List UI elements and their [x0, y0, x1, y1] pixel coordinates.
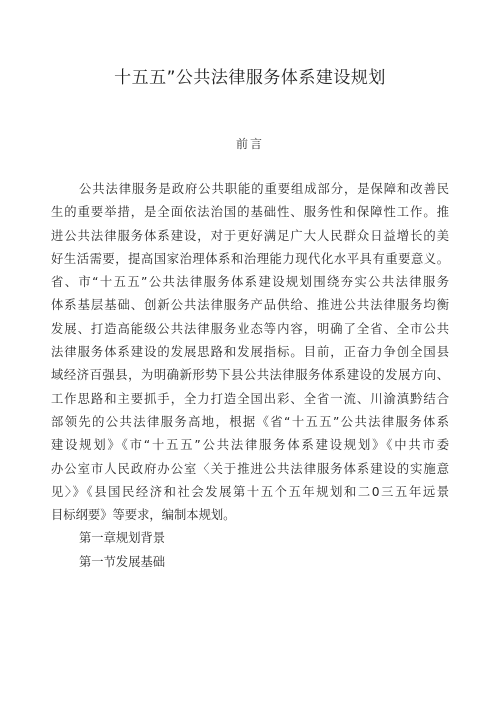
paragraph-line: 部领先的公共法律服务高地，根据《省“十五五”公共法律服务体系: [51, 414, 449, 429]
paragraph-line: 见〉》《县国民经济和社会发展第十五个五年规划和二0三五年远景: [51, 484, 449, 499]
paragraph-line: 好生活需要，提高国家治理体系和治理能力现代化水平具有重要意义。: [51, 251, 449, 266]
paragraph-line: 进公共法律服务体系建设，对于更好满足广大人民群众日益增长的美: [51, 228, 449, 243]
paragraph-line: 体系基层基础、创新公共法律服务产品供给、推进公共法律服务均衡: [51, 298, 449, 313]
paragraph-line: 发展、打造高能级公共法律服务业态等内容，明确了全省、全市公共: [51, 321, 449, 336]
paragraph-line: 省、市“十五五”公共法律服务体系建设规划围绕夯实公共法律服务: [51, 275, 449, 290]
paragraph-line: 工作思路和主要抓手，全力打造全国出彩、全省一流、川渝滇黔结合: [51, 391, 449, 406]
document-title: 十五五”公共法律服务体系建设规划: [114, 68, 386, 88]
paragraph-line: 法律服务体系建设的发展思路和发展指标。目前，正奋力争创全国县: [51, 345, 449, 360]
paragraph-line: 域经济百强县，为明确新形势下县公共法律服务体系建设的发展方向、: [51, 368, 449, 383]
section-heading: 第一节发展基础: [79, 554, 166, 569]
section-label-preface: 前言: [235, 137, 264, 151]
paragraph-line: 公共法律服务是政府公共职能的重要组成部分，是保障和改善民: [79, 182, 449, 196]
paragraph-line: 目标纲要》等要求，编制本规划。: [51, 508, 236, 523]
document-body: [51, 178, 449, 574]
paragraph-line: 生的重要举措，是全面依法治国的基础性、服务性和保障性工作。推: [51, 205, 449, 220]
chapter-heading: 第一章规划背景: [79, 531, 166, 546]
paragraph-line: 建设规划》《市“十五五”公共法律服务体系建设规划》《中共市委: [51, 438, 449, 453]
paragraph-line: 办公室市人民政府办公室〈关于推进公共法律服务体系建设的实施意: [51, 461, 449, 476]
